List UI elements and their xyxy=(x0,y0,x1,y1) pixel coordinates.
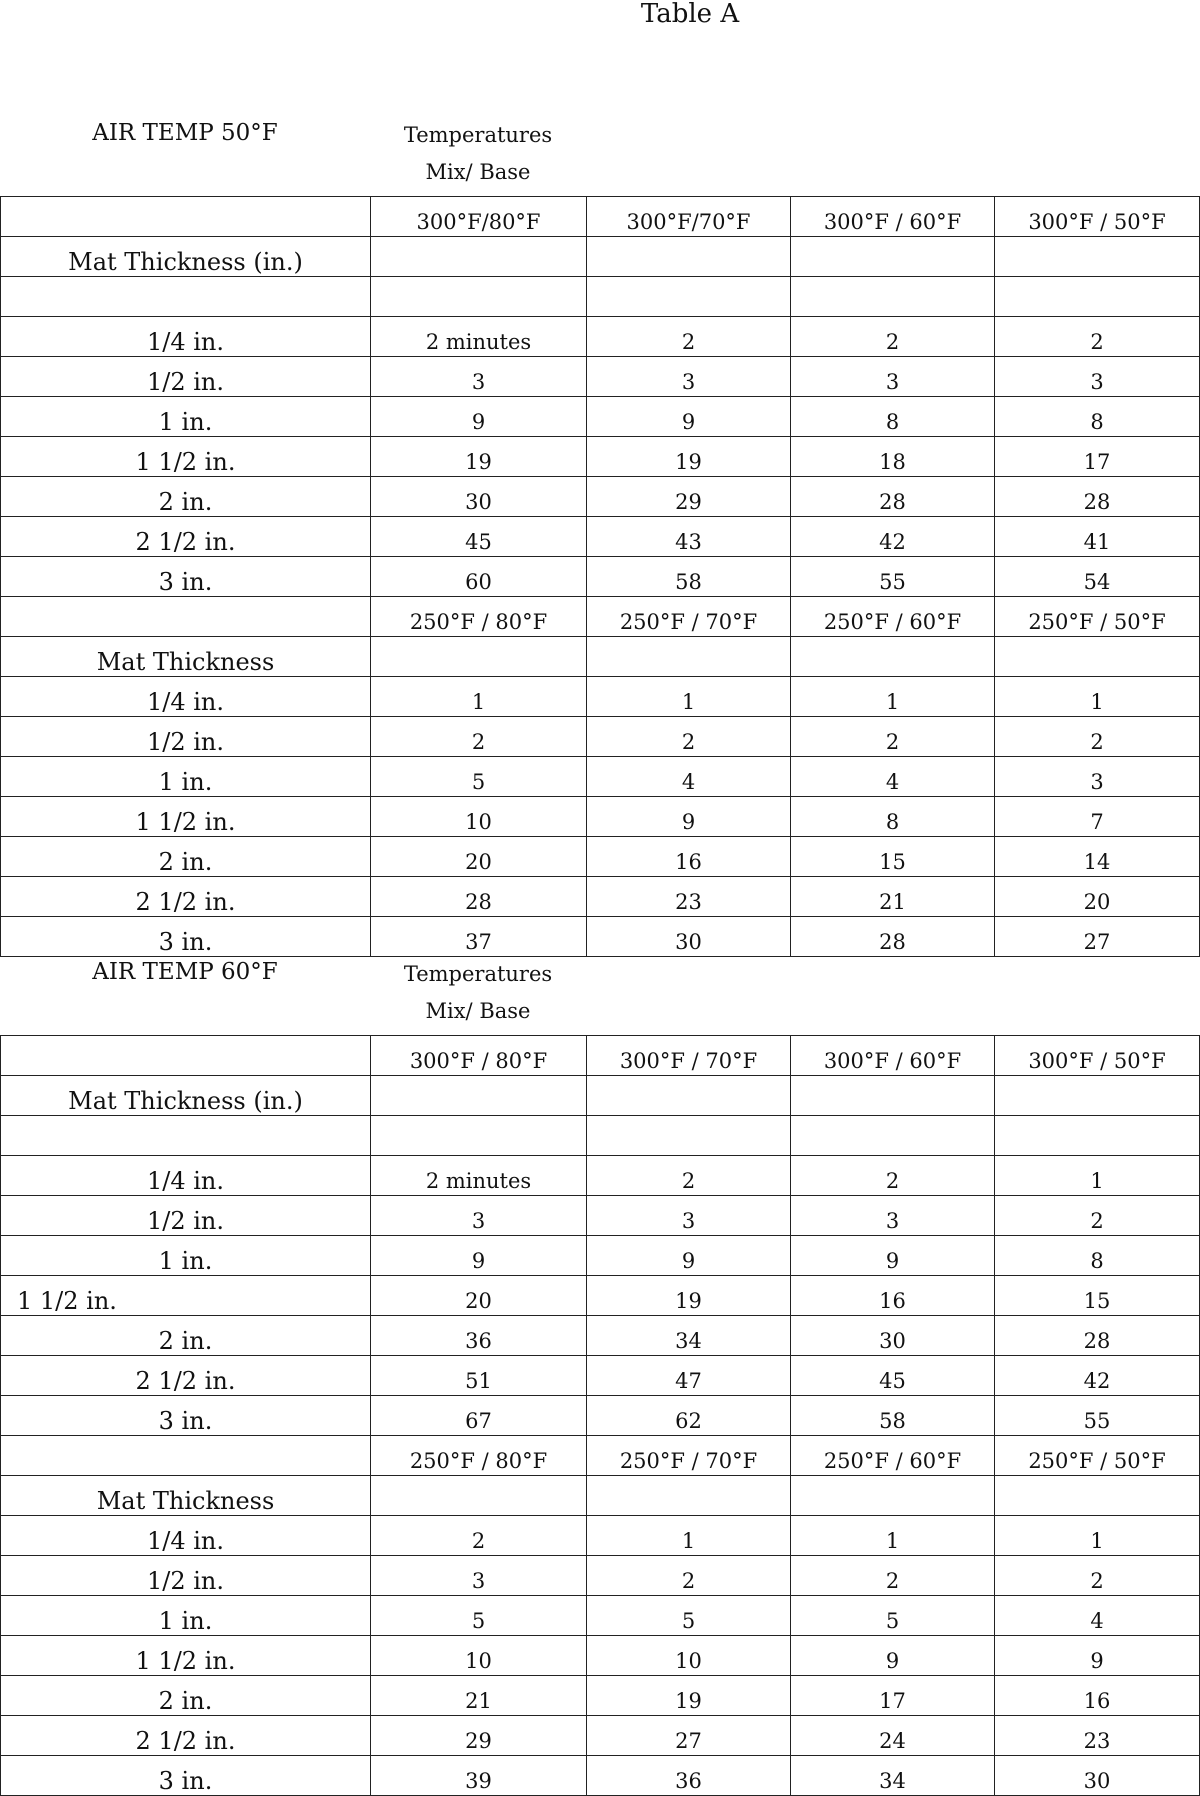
table-cell: 43 xyxy=(587,517,791,557)
row-label: 1/4 in. xyxy=(1,317,371,357)
spacer-row xyxy=(1,1116,1200,1156)
table-cell: 28 xyxy=(371,877,587,917)
table-cell: 7 xyxy=(995,797,1200,837)
mix-base-label: Mix/ Base xyxy=(425,999,531,1023)
column-header: 250°F / 70°F xyxy=(587,1436,791,1476)
table-cell: 3 xyxy=(995,357,1200,397)
column-header: 300°F/70°F xyxy=(587,197,791,237)
table-cell: 3 xyxy=(587,1196,791,1236)
table-cell: 2 xyxy=(791,317,995,357)
mat-thickness-label: Mat Thickness xyxy=(1,637,371,677)
table-cell: 1 xyxy=(995,677,1200,717)
row-label: 1/4 in. xyxy=(1,677,371,717)
table-cell: 58 xyxy=(587,557,791,597)
header-row-250 xyxy=(1,597,1200,637)
table-cell: 18 xyxy=(791,437,995,477)
table-row xyxy=(1,557,1200,597)
table-row xyxy=(1,1556,1200,1596)
table-cell: 10 xyxy=(371,797,587,837)
table-cell: 9 xyxy=(587,397,791,437)
column-header: 300°F / 50°F xyxy=(995,197,1200,237)
table-cell: 8 xyxy=(995,397,1200,437)
blank-cell xyxy=(371,637,587,677)
row-label: 2 1/2 in. xyxy=(1,1356,371,1396)
mat-thickness-row xyxy=(1,237,1200,277)
column-header: 300°F / 70°F xyxy=(587,1036,791,1076)
table-cell: 9 xyxy=(587,1236,791,1276)
column-header: 300°F / 60°F xyxy=(791,1036,995,1076)
row-label: 1/2 in. xyxy=(1,717,371,757)
table-row xyxy=(1,397,1200,437)
header-row-250 xyxy=(1,1436,1200,1476)
table-cell: 2 xyxy=(791,717,995,757)
table-cell: 3 xyxy=(791,357,995,397)
table-cell: 47 xyxy=(587,1356,791,1396)
table-row xyxy=(1,1516,1200,1556)
table-cell: 1 xyxy=(587,677,791,717)
cooling-time-table xyxy=(0,1035,1200,1796)
mat-thickness-row xyxy=(1,1476,1200,1516)
row-label: 3 in. xyxy=(1,1756,371,1796)
section-header xyxy=(0,943,1200,1035)
blank-cell xyxy=(791,1076,995,1116)
table-cell: 9 xyxy=(791,1236,995,1276)
table-cell: 28 xyxy=(995,477,1200,517)
table-cell: 2 minutes xyxy=(371,317,587,357)
mat-thickness-row xyxy=(1,637,1200,677)
table-cell: 1 xyxy=(995,1516,1200,1556)
table-cell: 23 xyxy=(587,877,791,917)
table-cell: 19 xyxy=(587,1676,791,1716)
table-cell: 16 xyxy=(791,1276,995,1316)
blank-cell xyxy=(995,1076,1200,1116)
blank-cell xyxy=(371,237,587,277)
table-cell: 29 xyxy=(371,1716,587,1756)
blank-cell xyxy=(587,1076,791,1116)
table-row xyxy=(1,1756,1200,1796)
blank-cell xyxy=(791,237,995,277)
row-label: 1 1/2 in. xyxy=(1,1636,371,1676)
table-row xyxy=(1,757,1200,797)
row-label: 2 in. xyxy=(1,1316,371,1356)
row-label: 2 in. xyxy=(1,837,371,877)
table-cell: 8 xyxy=(791,797,995,837)
blank-cell xyxy=(791,637,995,677)
table-cell: 1 xyxy=(587,1516,791,1556)
blank-cell xyxy=(587,277,791,317)
blank-cell xyxy=(995,637,1200,677)
table-cell: 1 xyxy=(791,677,995,717)
table-cell: 2 xyxy=(791,1156,995,1196)
blank-cell xyxy=(791,1116,995,1156)
row-label: 1 1/2 in. xyxy=(1,797,371,837)
table-cell: 10 xyxy=(371,1636,587,1676)
table-cell: 41 xyxy=(995,517,1200,557)
table-row xyxy=(1,1596,1200,1636)
header-row-300 xyxy=(1,197,1200,237)
table-cell: 20 xyxy=(995,877,1200,917)
column-header: 250°F / 80°F xyxy=(371,1436,587,1476)
blank-cell xyxy=(587,1476,791,1516)
table-cell: 2 xyxy=(371,717,587,757)
blank-cell xyxy=(1,1436,371,1476)
table-cell: 2 xyxy=(791,1556,995,1596)
mat-thickness-label: Mat Thickness (in.) xyxy=(1,237,371,277)
column-header: 250°F / 60°F xyxy=(791,1436,995,1476)
section-header xyxy=(0,104,1200,196)
blank-cell xyxy=(587,637,791,677)
table-cell: 3 xyxy=(371,1196,587,1236)
spacer-row xyxy=(1,277,1200,317)
blank-cell xyxy=(371,1116,587,1156)
row-label: 1/4 in. xyxy=(1,1516,371,1556)
row-label: 1/2 in. xyxy=(1,1556,371,1596)
blank-cell xyxy=(587,1116,791,1156)
temperatures-label: Temperatures xyxy=(403,962,553,986)
row-label: 2 1/2 in. xyxy=(1,877,371,917)
table-cell: 15 xyxy=(995,1276,1200,1316)
table-cell: 27 xyxy=(587,1716,791,1756)
table-cell: 8 xyxy=(791,397,995,437)
row-label: 1 in. xyxy=(1,1236,371,1276)
mat-thickness-row xyxy=(1,1076,1200,1116)
table-cell: 1 xyxy=(995,1156,1200,1196)
table-cell: 5 xyxy=(587,1596,791,1636)
row-label: 1 1/2 in. xyxy=(1,437,371,477)
column-header: 250°F / 70°F xyxy=(587,597,791,637)
blank-cell xyxy=(791,1476,995,1516)
table-cell: 36 xyxy=(371,1316,587,1356)
column-header: 250°F / 80°F xyxy=(371,597,587,637)
blank-cell xyxy=(371,277,587,317)
blank-cell xyxy=(995,237,1200,277)
table-row xyxy=(1,317,1200,357)
table-cell: 2 xyxy=(587,1156,791,1196)
table-cell: 4 xyxy=(995,1596,1200,1636)
table-cell: 20 xyxy=(371,837,587,877)
table-row xyxy=(1,1276,1200,1316)
table-row xyxy=(1,877,1200,917)
table-cell: 24 xyxy=(791,1716,995,1756)
table-cell: 42 xyxy=(995,1356,1200,1396)
column-header: 300°F / 60°F xyxy=(791,197,995,237)
table-cell: 2 xyxy=(995,717,1200,757)
column-header: 250°F / 50°F xyxy=(995,1436,1200,1476)
table-cell: 27 xyxy=(995,917,1200,957)
blank-cell xyxy=(995,277,1200,317)
blank-cell xyxy=(995,1116,1200,1156)
blank-cell xyxy=(1,277,371,317)
mat-thickness-label: Mat Thickness (in.) xyxy=(1,1076,371,1116)
table-cell: 21 xyxy=(371,1676,587,1716)
table-cell: 3 xyxy=(371,357,587,397)
blank-cell xyxy=(371,1076,587,1116)
row-label: 1 in. xyxy=(1,1596,371,1636)
table-cell: 2 xyxy=(995,1196,1200,1236)
blank-cell xyxy=(1,1116,371,1156)
table-cell: 20 xyxy=(371,1276,587,1316)
table-cell: 3 xyxy=(587,357,791,397)
row-label: 1 in. xyxy=(1,757,371,797)
table-cell: 3 xyxy=(791,1196,995,1236)
table-row xyxy=(1,1396,1200,1436)
section-air-temp-60 xyxy=(0,943,1200,1796)
table-cell: 28 xyxy=(791,477,995,517)
table-cell: 9 xyxy=(371,1236,587,1276)
table-row xyxy=(1,437,1200,477)
row-label: 2 1/2 in. xyxy=(1,1716,371,1756)
table-cell: 67 xyxy=(371,1396,587,1436)
blank-cell xyxy=(587,237,791,277)
table-cell: 30 xyxy=(371,477,587,517)
table-cell: 17 xyxy=(791,1676,995,1716)
table-cell: 19 xyxy=(587,1276,791,1316)
table-cell: 4 xyxy=(587,757,791,797)
table-cell: 8 xyxy=(995,1236,1200,1276)
table-cell: 30 xyxy=(587,917,791,957)
table-cell: 19 xyxy=(587,437,791,477)
column-header: 300°F / 80°F xyxy=(371,1036,587,1076)
table-cell: 54 xyxy=(995,557,1200,597)
table-cell: 30 xyxy=(791,1316,995,1356)
table-cell: 5 xyxy=(371,1596,587,1636)
table-cell: 5 xyxy=(791,1596,995,1636)
table-row xyxy=(1,717,1200,757)
table-cell: 39 xyxy=(371,1756,587,1796)
row-label: 1 1/2 in. xyxy=(1,1276,371,1316)
table-cell: 28 xyxy=(791,917,995,957)
table-cell: 15 xyxy=(791,837,995,877)
column-header: 250°F / 50°F xyxy=(995,597,1200,637)
table-cell: 16 xyxy=(587,837,791,877)
table-row xyxy=(1,1716,1200,1756)
table-cell: 30 xyxy=(995,1756,1200,1796)
table-cell: 29 xyxy=(587,477,791,517)
blank-cell xyxy=(1,597,371,637)
table-cell: 28 xyxy=(995,1316,1200,1356)
temperatures-label: Temperatures xyxy=(403,123,553,147)
table-row xyxy=(1,517,1200,557)
row-label: 1 in. xyxy=(1,397,371,437)
table-cell: 2 minutes xyxy=(371,1156,587,1196)
table-cell: 10 xyxy=(587,1636,791,1676)
section-air-temp-50 xyxy=(0,104,1200,957)
table-cell: 2 xyxy=(587,317,791,357)
table-cell: 9 xyxy=(587,797,791,837)
table-cell: 1 xyxy=(791,1516,995,1556)
table-row xyxy=(1,1156,1200,1196)
table-cell: 51 xyxy=(371,1356,587,1396)
table-cell: 45 xyxy=(791,1356,995,1396)
table-cell: 21 xyxy=(791,877,995,917)
table-cell: 2 xyxy=(371,1516,587,1556)
table-cell: 3 xyxy=(371,1556,587,1596)
mat-thickness-label: Mat Thickness xyxy=(1,1476,371,1516)
blank-cell xyxy=(371,1476,587,1516)
table-cell: 2 xyxy=(587,717,791,757)
blank-cell xyxy=(1,197,371,237)
table-cell: 62 xyxy=(587,1396,791,1436)
row-label: 1/4 in. xyxy=(1,1156,371,1196)
table-cell: 1 xyxy=(371,677,587,717)
row-label: 3 in. xyxy=(1,917,371,957)
table-cell: 16 xyxy=(995,1676,1200,1716)
table-cell: 9 xyxy=(791,1636,995,1676)
page-title: Table A xyxy=(640,0,740,29)
table-cell: 34 xyxy=(791,1756,995,1796)
table-cell: 19 xyxy=(371,437,587,477)
row-label: 3 in. xyxy=(1,1396,371,1436)
column-header: 250°F / 60°F xyxy=(791,597,995,637)
table-cell: 42 xyxy=(791,517,995,557)
blank-cell xyxy=(1,1036,371,1076)
table-cell: 9 xyxy=(995,1636,1200,1676)
air-temp-label: AIR TEMP 60°F xyxy=(92,959,278,985)
blank-cell xyxy=(995,1476,1200,1516)
table-cell: 3 xyxy=(995,757,1200,797)
row-label: 1/2 in. xyxy=(1,357,371,397)
table-cell: 2 xyxy=(995,317,1200,357)
table-row xyxy=(1,837,1200,877)
table-cell: 58 xyxy=(791,1396,995,1436)
table-row xyxy=(1,1676,1200,1716)
table-row xyxy=(1,357,1200,397)
table-cell: 2 xyxy=(995,1556,1200,1596)
table-cell: 17 xyxy=(995,437,1200,477)
table-cell: 45 xyxy=(371,517,587,557)
row-label: 3 in. xyxy=(1,557,371,597)
table-cell: 55 xyxy=(791,557,995,597)
table-cell: 14 xyxy=(995,837,1200,877)
header-row-300 xyxy=(1,1036,1200,1076)
table-cell: 4 xyxy=(791,757,995,797)
row-label: 1/2 in. xyxy=(1,1196,371,1236)
table-row xyxy=(1,477,1200,517)
row-label: 2 in. xyxy=(1,1676,371,1716)
table-row xyxy=(1,1196,1200,1236)
column-header: 300°F / 50°F xyxy=(995,1036,1200,1076)
table-row xyxy=(1,1636,1200,1676)
table-row xyxy=(1,1316,1200,1356)
table-cell: 34 xyxy=(587,1316,791,1356)
table-cell: 60 xyxy=(371,557,587,597)
blank-cell xyxy=(791,277,995,317)
table-cell: 36 xyxy=(587,1756,791,1796)
table-cell: 9 xyxy=(371,397,587,437)
table-row xyxy=(1,677,1200,717)
table-row xyxy=(1,1236,1200,1276)
table-cell: 55 xyxy=(995,1396,1200,1436)
table-cell: 2 xyxy=(587,1556,791,1596)
table-row xyxy=(1,797,1200,837)
table-cell: 23 xyxy=(995,1716,1200,1756)
row-label: 2 in. xyxy=(1,477,371,517)
table-row xyxy=(1,1356,1200,1396)
air-temp-label: AIR TEMP 50°F xyxy=(92,120,278,146)
table-cell: 5 xyxy=(371,757,587,797)
row-label: 2 1/2 in. xyxy=(1,517,371,557)
cooling-time-table xyxy=(0,196,1200,957)
mix-base-label: Mix/ Base xyxy=(425,160,531,184)
table-cell: 37 xyxy=(371,917,587,957)
column-header: 300°F/80°F xyxy=(371,197,587,237)
